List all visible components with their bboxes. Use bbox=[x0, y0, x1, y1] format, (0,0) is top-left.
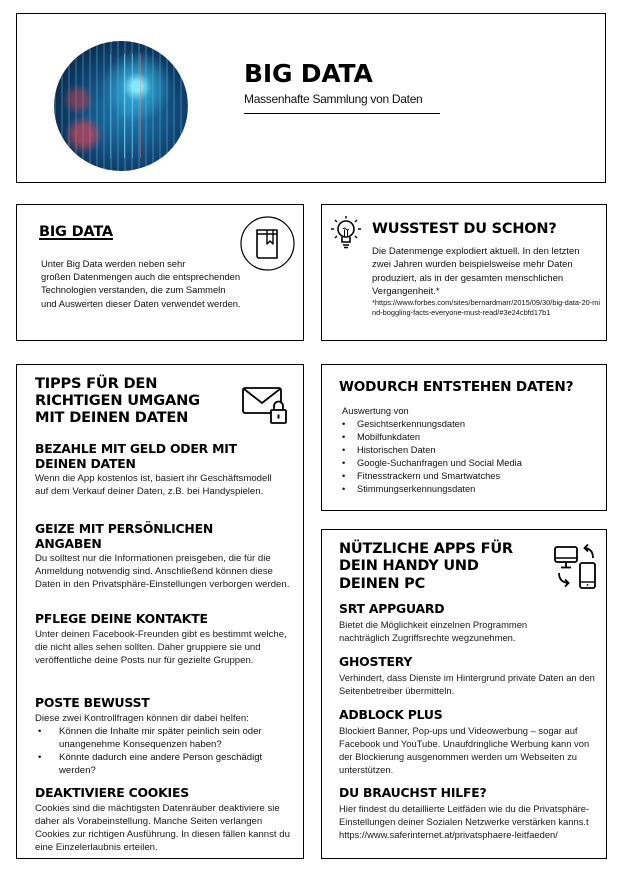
text-line: Technologien verstanden, die zum Sammeln bbox=[41, 284, 226, 296]
tip-bullet-list bbox=[35, 725, 297, 778]
title-line: MIT DEINEN DATEN bbox=[35, 409, 189, 426]
useful-apps-card bbox=[321, 529, 607, 859]
tip-bullet: • Könnte dadurch eine andere Person geschädigt werden? bbox=[38, 752, 263, 777]
mail-lock-icon bbox=[241, 385, 289, 425]
card-title: WODURCH ENTSTEHEN DATEN? bbox=[339, 379, 574, 395]
card-text bbox=[41, 257, 271, 310]
tip-item bbox=[35, 522, 297, 592]
card-text: Die Datenmenge explodiert aktuell. In den letzten zwei Jahren wurden beispielsweise mehr Daten produziert, als in der gesamten menschlichen Vergangenheit.* bbox=[372, 246, 580, 297]
tip-heading: POSTE BEWUSST bbox=[35, 695, 150, 710]
card-title: WUSSTEST DU SCHON? bbox=[372, 221, 557, 237]
tip-item bbox=[35, 696, 297, 778]
list-item: • Fitnesstrackern und Smartwatches bbox=[342, 470, 501, 481]
app-item bbox=[339, 708, 603, 776]
tip-heading: DEAKTIVIERE COOKIES bbox=[35, 785, 189, 800]
app-item bbox=[339, 602, 603, 644]
tip-heading: BEZAHLE MIT GELD ODER MIT DEINEN DATEN bbox=[35, 441, 237, 471]
list-item: • Gesichtserkennungsdaten bbox=[342, 419, 466, 429]
tip-text: Unter deinen Facebook-Freunden gibt es bestimmt welche, die nicht alles sehen sollten. Daher gruppiere sie und veröffentliche deine Posts nur für gezielte Gruppen. bbox=[35, 628, 287, 666]
title-line: NÜTZLICHE APPS FÜR bbox=[339, 541, 513, 557]
tip-item bbox=[35, 442, 297, 498]
book-bookmark-icon bbox=[240, 216, 295, 271]
app-item bbox=[339, 786, 603, 841]
text-line: Unter Big Data werden neben sehr bbox=[41, 258, 186, 269]
tip-text: Diese zwei Kontrollfragen können dir dabei helfen: bbox=[35, 712, 249, 724]
privacy-tips-card bbox=[16, 364, 304, 859]
app-heading: ADBLOCK PLUS bbox=[339, 707, 443, 722]
title-line: TIPPS FÜR DEN bbox=[35, 375, 158, 392]
app-text: Bietet die Möglichkeit einzelnen Programmen nachträglich Zugriffsrechte wegzunehmen. bbox=[339, 618, 528, 643]
tip-text: Wenn die App kostenlos ist, basiert ihr Geschäftsmodell auf dem Verkauf deiner Daten, z.B. bei Handyspielen. bbox=[35, 473, 272, 498]
hero-banner bbox=[16, 13, 606, 183]
tip-heading: GEIZE MIT PERSÖNLICHEN ANGABEN bbox=[35, 521, 214, 551]
title-line: DEIN HANDY UND bbox=[339, 558, 479, 575]
tip-item bbox=[35, 786, 297, 854]
app-text: Blockiert Banner, Pop-ups und Videowerbung – sogar auf Facebook und YouTube. Unaufdringliche Werbung kann von der Blockierung ausgenommen werden um Webseiten zu unterstützen. bbox=[339, 724, 590, 776]
globe-data-image bbox=[54, 41, 188, 171]
list-item: • Historischen Daten bbox=[342, 444, 436, 455]
card-title: BIG DATA bbox=[39, 224, 113, 240]
app-heading: DU BRAUCHST HILFE? bbox=[339, 785, 487, 800]
title-line: DEINEN PC bbox=[339, 575, 426, 592]
page-subtitle: Massenhafte Sammlung von Daten bbox=[244, 92, 423, 106]
devices-sync-icon bbox=[553, 541, 601, 591]
source-footnote-link[interactable]: *https://www.forbes.com/sites/bernardmarr/2015/09/30/big-data-20-mind-boggling-facts-everyone-must-read/#3e24cbfd17b1 bbox=[372, 298, 600, 318]
tip-item bbox=[35, 612, 297, 667]
app-item bbox=[339, 655, 603, 697]
list-item: • Google-Suchanfragen und Social Media bbox=[342, 457, 522, 468]
text-line: großen Datenmengen auch die entsprechenden bbox=[41, 271, 241, 283]
text-line: und Auswerten dieser Daten verwendet werden. bbox=[41, 297, 241, 309]
lightbulb-icon bbox=[330, 214, 362, 252]
help-guides-link[interactable]: https://www.saferinternet.at/privatsphaere-leitfaeden/ bbox=[339, 828, 558, 840]
did-you-know-card bbox=[321, 204, 607, 341]
title-underline-divider bbox=[244, 113, 440, 114]
app-text: Hier findest du detaillierte Leitfäden wie du die Privatsphäre-Einstellungen deiner Sozialen Netzwerke verstärken kanns.t bbox=[339, 802, 590, 827]
tip-text: Cookies sind die mächtigsten Datenräuber deaktiviere sie daher als Vorabeinstellung. Manche Seiten verlangen Cookies zur richtigen Ausführung. In diesen fällen kannst du eine Einzelerlaubnis erteilen. bbox=[35, 802, 290, 854]
card-title bbox=[339, 541, 539, 593]
page-title: BIG DATA bbox=[244, 59, 373, 88]
list-intro: Auswertung von bbox=[342, 406, 409, 416]
data-sources-card bbox=[321, 364, 607, 511]
list-item: • Stimmungserkennungsdaten bbox=[342, 483, 476, 494]
big-data-definition-card bbox=[16, 204, 304, 341]
tip-heading: PFLEGE DEINE KONTAKTE bbox=[35, 611, 208, 626]
card-title bbox=[35, 375, 235, 426]
app-text: Verhindert, dass Dienste im Hintergrund private Daten an den Seitenbetreiber übermitteln. bbox=[339, 671, 595, 696]
app-heading: GHOSTERY bbox=[339, 654, 413, 669]
title-line: RICHTIGEN UMGANG bbox=[35, 392, 200, 409]
data-sources-list bbox=[342, 418, 522, 495]
tip-bullet: • Können die Inhalte mir später peinlich sein oder unangenehme Konsequenzen haben? bbox=[38, 725, 262, 750]
app-heading: SRT APPGUARD bbox=[339, 601, 445, 616]
tip-text: Du solltest nur die Informationen preisgeben, die für die Anmeldung notwendig sind. Anschließend können diese Daten in den Privatsphäre-Einstellungen verborgen werden. bbox=[35, 553, 290, 591]
list-item: • Mobilfunkdaten bbox=[342, 431, 421, 442]
